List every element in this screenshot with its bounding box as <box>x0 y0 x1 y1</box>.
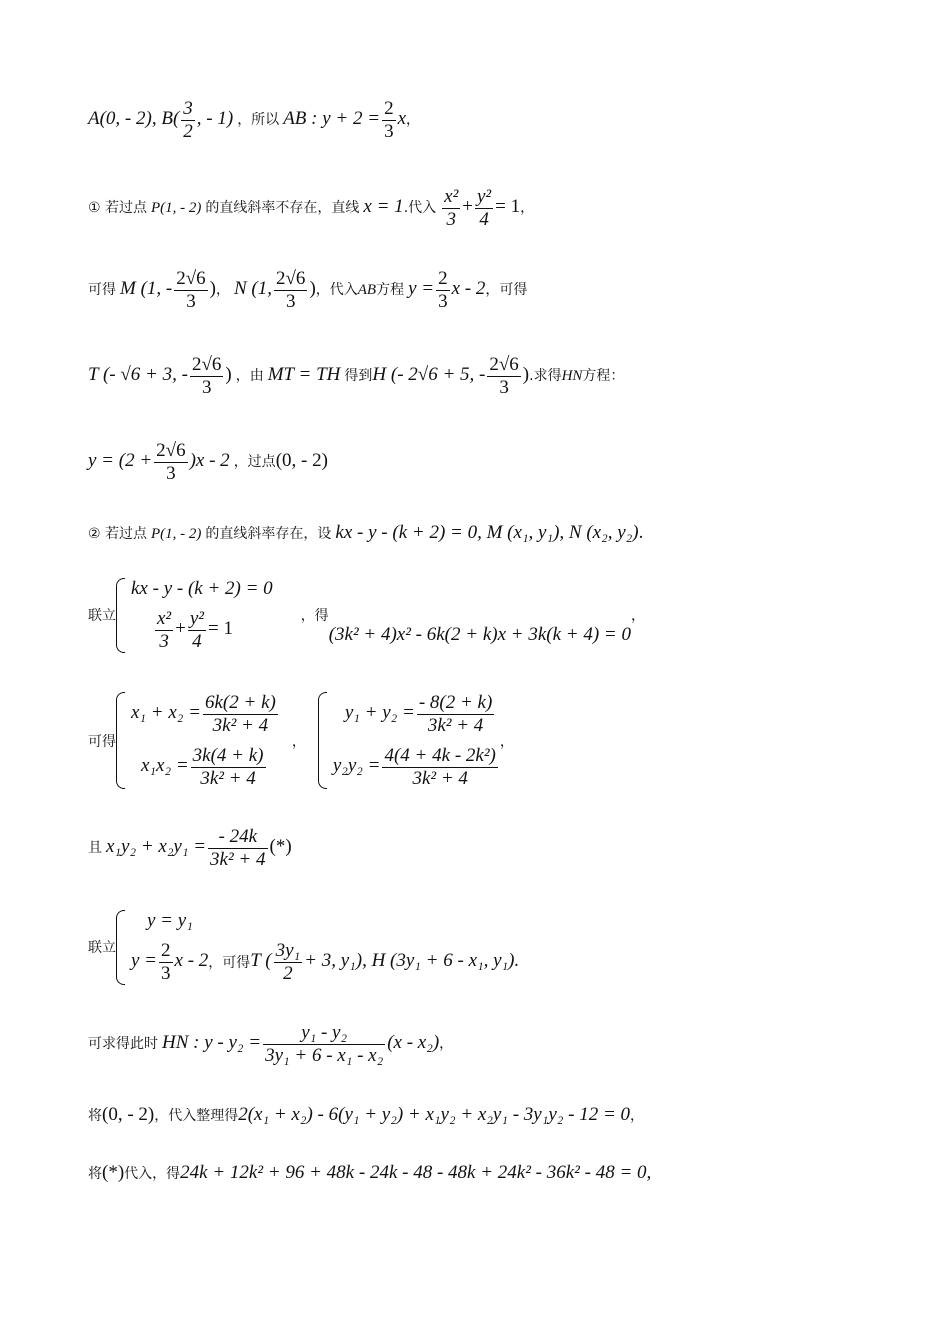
brace <box>116 910 125 985</box>
fraction: $\frac{\text{x²}}{3}$ <box>157 608 172 652</box>
math: y = (2 + <box>88 450 153 472</box>
math: y₂y₂ = <box>332 754 381 776</box>
math: (0, - 2) <box>102 1104 155 1125</box>
text: 将 <box>88 1166 102 1182</box>
math: kx - y - (k + 2) = 0 <box>131 578 273 599</box>
math: ) <box>522 364 530 386</box>
math: AB : y + 2 = <box>283 108 381 130</box>
text: 可得 <box>88 282 116 299</box>
math: = 1 <box>208 618 233 640</box>
system <box>88 692 514 789</box>
math: 2(x₁ + x₂) - 6(y₁ + y₂) + x₁y₂ + x₂y₁ - 3y₁y₂ - 12 = 0 <box>238 1104 631 1125</box>
text: ， <box>291 733 306 750</box>
math: kx - y - (k + 2) = 0, M (x₁, y₁), N (x₂, y₂) <box>335 522 639 543</box>
text: ，可得 <box>485 282 528 299</box>
math: P(1, - 2) <box>151 526 202 542</box>
brace <box>116 578 125 653</box>
text: ， <box>520 200 535 217</box>
fraction: $\frac{\text{y₁ - y₂}}{\text{3y₁ + 6 - x₁ - x₂}}$ <box>265 1022 384 1066</box>
fraction: $\frac{2√6}{3}$ <box>156 440 186 484</box>
fraction: $\frac{2}{3}$ <box>384 98 394 142</box>
line-1 <box>88 98 910 143</box>
math: (3k² + 4)x² - 6k(2 + k)x + 3k(k + 4) = 0 <box>328 624 632 646</box>
fraction: $\frac{- 8(2 + k)}{\text{3k² + 4}}$ <box>418 692 493 736</box>
line-7 <box>88 578 910 653</box>
line-3 <box>88 268 910 313</box>
line-11 <box>88 1022 910 1067</box>
text: ， <box>406 112 420 129</box>
math: HN <box>561 368 583 385</box>
line-13 <box>88 1162 910 1184</box>
math: = 1 <box>495 196 521 218</box>
text: 得到 <box>344 368 373 385</box>
math: + <box>462 196 473 218</box>
text: ，代入 <box>315 282 358 299</box>
math: . <box>638 522 644 543</box>
fraction: $\frac{2}{3}$ <box>161 940 171 984</box>
fraction: $\frac{- 24k}{\text{3k² + 4}}$ <box>210 826 266 870</box>
text: ② 若过点 <box>88 526 148 542</box>
math: (x - x₂) <box>387 1032 440 1054</box>
line-6 <box>88 522 910 544</box>
math: (*) <box>269 836 292 858</box>
math: , - 1) <box>196 108 234 130</box>
fraction: $\frac{2√6}{3}$ <box>191 354 222 398</box>
fraction: $\frac{3}{2}$ <box>183 98 193 142</box>
text: .求得 <box>529 368 562 385</box>
text: ， <box>499 733 514 750</box>
fraction: $\frac{\text{x²}}{3}$ <box>444 186 459 230</box>
text: ， <box>216 282 230 299</box>
brace <box>116 692 125 789</box>
math: HN : y - y₂ = <box>162 1032 262 1054</box>
text: 将 <box>88 1108 102 1124</box>
fraction: $\frac{2√6}{3}$ <box>489 354 519 398</box>
math: y₁ + y₂ = <box>344 702 415 724</box>
text: ， <box>630 1108 645 1124</box>
text: ① 若过点 <box>88 200 148 217</box>
math: x <box>397 108 406 130</box>
line-8 <box>88 692 910 789</box>
math: x₁x₂ = <box>141 754 189 776</box>
text: 可得 <box>88 733 116 750</box>
line-10 <box>88 910 910 985</box>
line-4 <box>88 354 910 399</box>
text: 联立 <box>88 608 116 625</box>
math: ) <box>209 278 216 300</box>
line-5 <box>88 440 910 485</box>
math: x₁ + x₂ = <box>131 702 201 724</box>
text: 的直线斜率存在，设 <box>205 526 332 542</box>
system <box>88 910 519 985</box>
math: AB <box>357 282 377 299</box>
fraction: $\frac{2√6}{3}$ <box>176 268 206 312</box>
line-12 <box>88 1104 910 1126</box>
fraction: $\frac{6k(2 + k)}{\text{3k² + 4}}$ <box>204 692 276 736</box>
math: x = 1 <box>363 196 404 218</box>
text: 联立 <box>88 940 116 957</box>
fraction: $\frac{3k(4 + k)}{\text{3k² + 4}}$ <box>192 744 264 789</box>
fraction: $\frac{2√6}{3}$ <box>276 268 306 312</box>
math: H (- 2√6 + 5, - <box>372 364 486 386</box>
text: .代入 <box>403 200 437 217</box>
math: MT = TH <box>267 364 341 386</box>
text: ，由 <box>235 368 264 385</box>
text: ，所以 <box>237 112 280 129</box>
math: ) <box>309 278 316 300</box>
fraction: $\frac{\text{3y₁}}{2}$ <box>275 940 301 984</box>
math: T ( <box>250 950 272 972</box>
math: y = y₁ <box>147 910 193 931</box>
math: )x - 2 <box>189 450 230 472</box>
text: 方程： <box>582 368 625 385</box>
text: ，得 <box>300 608 329 625</box>
math: ) <box>225 364 232 386</box>
text: 且 <box>88 840 102 857</box>
math: x₁y₂ + x₂y₁ = <box>106 836 207 858</box>
math: A(0, - 2), B( <box>88 108 180 130</box>
math: T (- √6 + 3, - <box>88 364 188 386</box>
brace <box>318 692 327 789</box>
math: P(1, - 2) <box>151 200 202 217</box>
math: (*) <box>102 1162 125 1183</box>
math: (0, - 2) <box>275 450 328 472</box>
line-9 <box>88 826 910 871</box>
math: + 3, y₁), H (3y₁ + 6 - x₁, y₁). <box>304 950 520 972</box>
text: ，过点 <box>233 454 276 471</box>
line-2 <box>88 186 910 231</box>
text: 的直线斜率不存在，直线 <box>205 200 360 217</box>
math: N (1, <box>234 278 272 300</box>
text: 代入，得 <box>124 1166 181 1182</box>
math: M (1, - <box>120 278 173 300</box>
text: ， <box>439 1036 454 1053</box>
text: 方程 <box>376 282 405 299</box>
math: x - 2 <box>451 278 486 300</box>
text: 可求得此时 <box>88 1036 158 1053</box>
math: y = <box>408 278 435 300</box>
fraction: $\frac{2}{3}$ <box>438 268 448 312</box>
fraction: $\frac{\text{y²}}{4}$ <box>477 186 492 230</box>
math: x - 2 <box>174 950 209 972</box>
text: ，可得 <box>208 955 251 972</box>
math: y = <box>131 950 158 972</box>
text: ， <box>631 608 646 625</box>
math: + <box>175 618 186 640</box>
text: ，代入整理得 <box>154 1108 239 1124</box>
fraction: $\frac{\text{y²}}{4}$ <box>189 608 204 652</box>
fraction: $\frac{\text{4(4 + 4k - 2k²)}}{\text{3k² + 4}}$ <box>384 744 496 789</box>
system <box>88 578 645 653</box>
math: 24k + 12k² + 96 + 48k - 24k - 48 - 48k + 24k² - 36k² - 48 = 0, <box>180 1162 652 1183</box>
